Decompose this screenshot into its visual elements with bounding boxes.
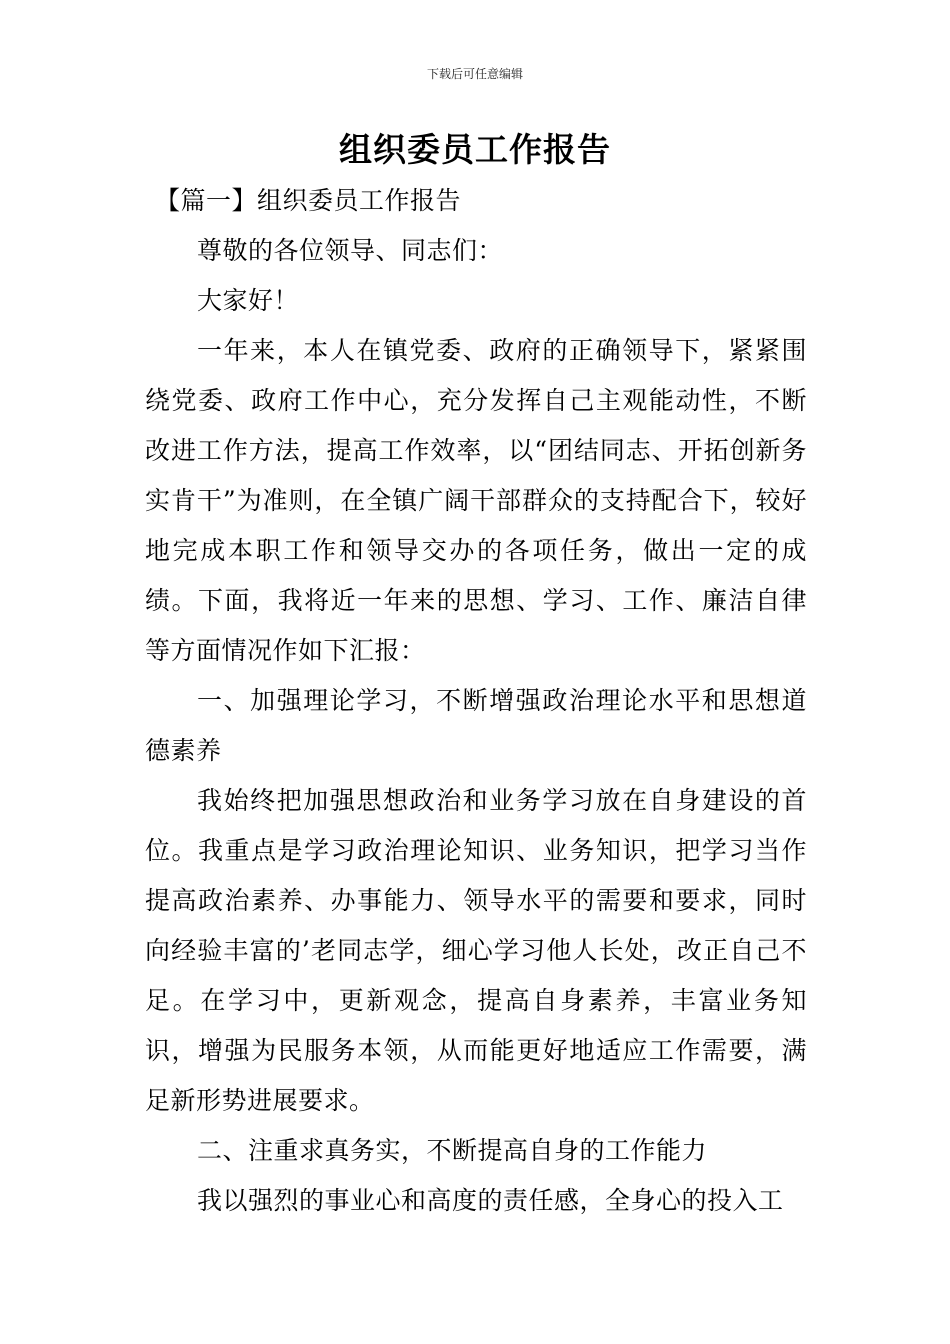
header-note: 下载后可任意编辑 [426, 67, 523, 81]
subheading-one: 一、加强理论学习，不断增强政治理论水平和思想道德素养 [145, 686, 807, 765]
intro-paragraph: 一年来，本人在镇党委、政府的正确领导下，紧紧围绕党委、政府工作中心，充分发挥自己主观能动性，不断改进工作方法，提高工作效率，以“团结同志、开拓创新务实肯干”为准则，在全镇广阔干部群众的支持配合下，较好地完成本职工作和领导交办的各项任务，做出一定的成绩。下面，我将近一年来的思想、学习、工作、廉洁自律等方面情况作如下汇报： [145, 336, 807, 665]
greeting: 大家好！ [197, 286, 300, 315]
study-paragraph: 我始终把加强思想政治和业务学习放在自身建设的首位。我重点是学习政治理论知识、业务知识，把学习当作提高政治素养、办事能力、领导水平的需要和要求，同时向经验丰富的’老同志学，细心学习他人长处，改正自己不足。在学习中，更新观念，提高自身素养，丰富业务知识，增强为民服务本领，从而能更好地适应工作需要，满足新形势进展要求。 [145, 786, 807, 1115]
document-title: 组织委员工作报告 [339, 130, 611, 169]
work-paragraph: 我以强烈的事业心和高度的责任感，全身心的投入工 [197, 1186, 784, 1215]
subheading-two: 二、注重求真务实，不断提高自身的工作能力 [197, 1136, 708, 1165]
salutation: 尊敬的各位领导、同志们： [197, 236, 504, 265]
section-heading: 【篇一】组织委员工作报告 [155, 186, 462, 215]
document-body [145, 176, 807, 1226]
